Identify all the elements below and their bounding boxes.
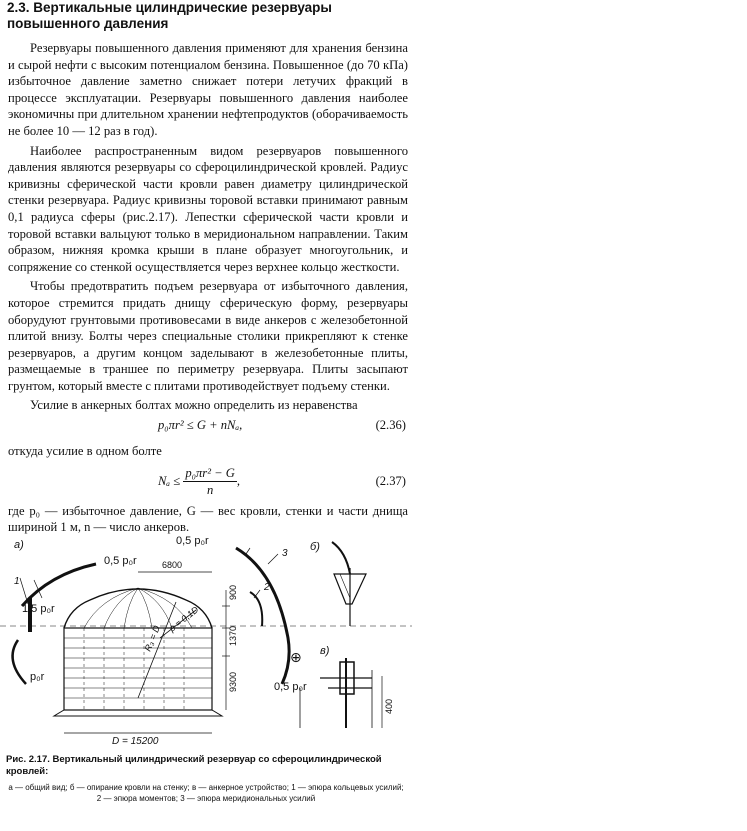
equation-2-36 xyxy=(8,417,408,443)
dim-400: 400 xyxy=(384,698,394,714)
moment-diagram xyxy=(250,592,262,626)
load-top-right: 0,5 p₀r xyxy=(176,535,209,547)
section-heading: 2.3. Вертикальные цилиндрические резервуары повышенного давления xyxy=(7,0,332,31)
equation-2-36-body: p₀πr² ≤ G + nNₐ, xyxy=(158,418,243,433)
equation-2-37-number: (2.37) xyxy=(375,473,406,488)
number-2: 2 xyxy=(264,582,270,593)
figure-drawing xyxy=(0,528,412,750)
dim-1370: 1370 xyxy=(228,625,238,646)
figure-caption xyxy=(6,754,406,804)
equation-2-37-tail: , xyxy=(236,473,241,488)
label-a: а) xyxy=(14,539,24,551)
detail-anchor-device xyxy=(300,658,382,728)
paragraph-4: Усилие в анкерных болтах можно определить из неравенства xyxy=(30,398,358,413)
bottom-diagram xyxy=(13,640,26,684)
number-1: 1 xyxy=(14,576,20,587)
load-bottom-right: 0,5 p₀r xyxy=(274,681,307,693)
meridional-stress-diagram-top xyxy=(22,564,96,606)
plus-sign: ⊕ xyxy=(290,649,302,665)
radius-torus-label: ρ = 0,1D xyxy=(167,604,201,634)
paragraph-3: Чтобы предотвратить подъем резервуара от избыточного давления, которое стремится придать днищу сферическую форму, резервуары оборудуют грунтовыми противовесами в виде анкеров с железобетонной плитой внизу. Болты через специальные столики прикрепляют к стенке резервуаров, а другим концом заделывают в железобетонные плиты, размещаемые в траншее по периметру резервуара. Плиты засыпают грунтом, который вместе с плитами противодействует подъему стенки. xyxy=(8,279,408,393)
equation-2-37-numerator: p₀πr² − G xyxy=(183,465,237,483)
label-c: в) xyxy=(320,645,330,657)
equation-2-37-fraction xyxy=(183,465,237,499)
caption-legend: а — общий вид; б — опирание кровли на стенку; в — анкерное устройство; 1 — эпюра кольцевых усилий; 2 — эпюра моментов; 3 — эпюра меридиональных усилий xyxy=(8,783,404,803)
detail-roof-support xyxy=(332,542,366,626)
paragraph-2: Наиболее распространенным видом резервуаров повышенного давления являются резервуары со сфероцилиндрической кровлей. Радиус кривизны сферической части кровли равен диаметру цилиндрической стенки резервуара. Радиус кривизны торовой вставки принимают равным 0,1 радиуса сферы (рис.2.17). Лепестки сферической части кровли и торовой вставки вальцуют только в меридиональном направлении. Таким образом, нижняя кромка крыши в плане образует многоугольник, и сопряжение со стенкой осуществляется через верхнее кольцо жесткости. xyxy=(8,143,408,274)
tank-courses xyxy=(64,638,212,698)
dim-900: 900 xyxy=(228,584,238,600)
figure-2-17 xyxy=(0,528,412,750)
caption-title: Рис. 2.17. Вертикальный цилиндрический резервуар со сфероцилиндрической кровлей: xyxy=(6,754,382,777)
right-stress-diagrams xyxy=(236,548,289,684)
equation-2-37-body xyxy=(158,465,240,499)
where-text: где p₀ — избыточное давление, G — вес кровли, стенки и части днища шириной 1 м, n — число анкеров. xyxy=(8,503,408,535)
body-text xyxy=(8,40,408,539)
equation-2-37-lhs: Nₐ ≤ xyxy=(158,473,181,488)
load-top-left: 0,5 p₀r xyxy=(104,555,137,567)
equation-2-37 xyxy=(8,463,408,503)
left-stress-diagrams xyxy=(13,564,96,684)
load-bottom-left: p₀r xyxy=(30,671,45,683)
dim-6800: 6800 xyxy=(162,560,183,570)
label-b: б) xyxy=(310,541,320,553)
dim-9300: 9300 xyxy=(228,671,238,692)
load-mid-left: 1,5 p₀r xyxy=(22,603,55,615)
between-text: откуда усилие в одном болте xyxy=(8,444,162,459)
number-3: 3 xyxy=(282,548,288,559)
dim-diameter: D = 15200 xyxy=(112,736,159,747)
tank-foundation xyxy=(54,710,222,716)
paragraph-1: Резервуары повышенного давления применяют для хранения бензина и сырой нефти с высоким потенциалом бензина. Повышенное (до 70 кПа) избыточное давление заметно снижает потери летучих фракций в процессе эксплуатации. Резервуары повышенного давления наиболее экономичны при длительном хранении нефтепродуктов (оборачиваемость не более 10 — 12 раз в год). xyxy=(8,41,408,138)
equation-2-36-number: (2.36) xyxy=(375,418,406,433)
radius-sphere-label: R₃ = D xyxy=(142,624,162,653)
equation-2-37-denominator: n xyxy=(206,483,214,498)
